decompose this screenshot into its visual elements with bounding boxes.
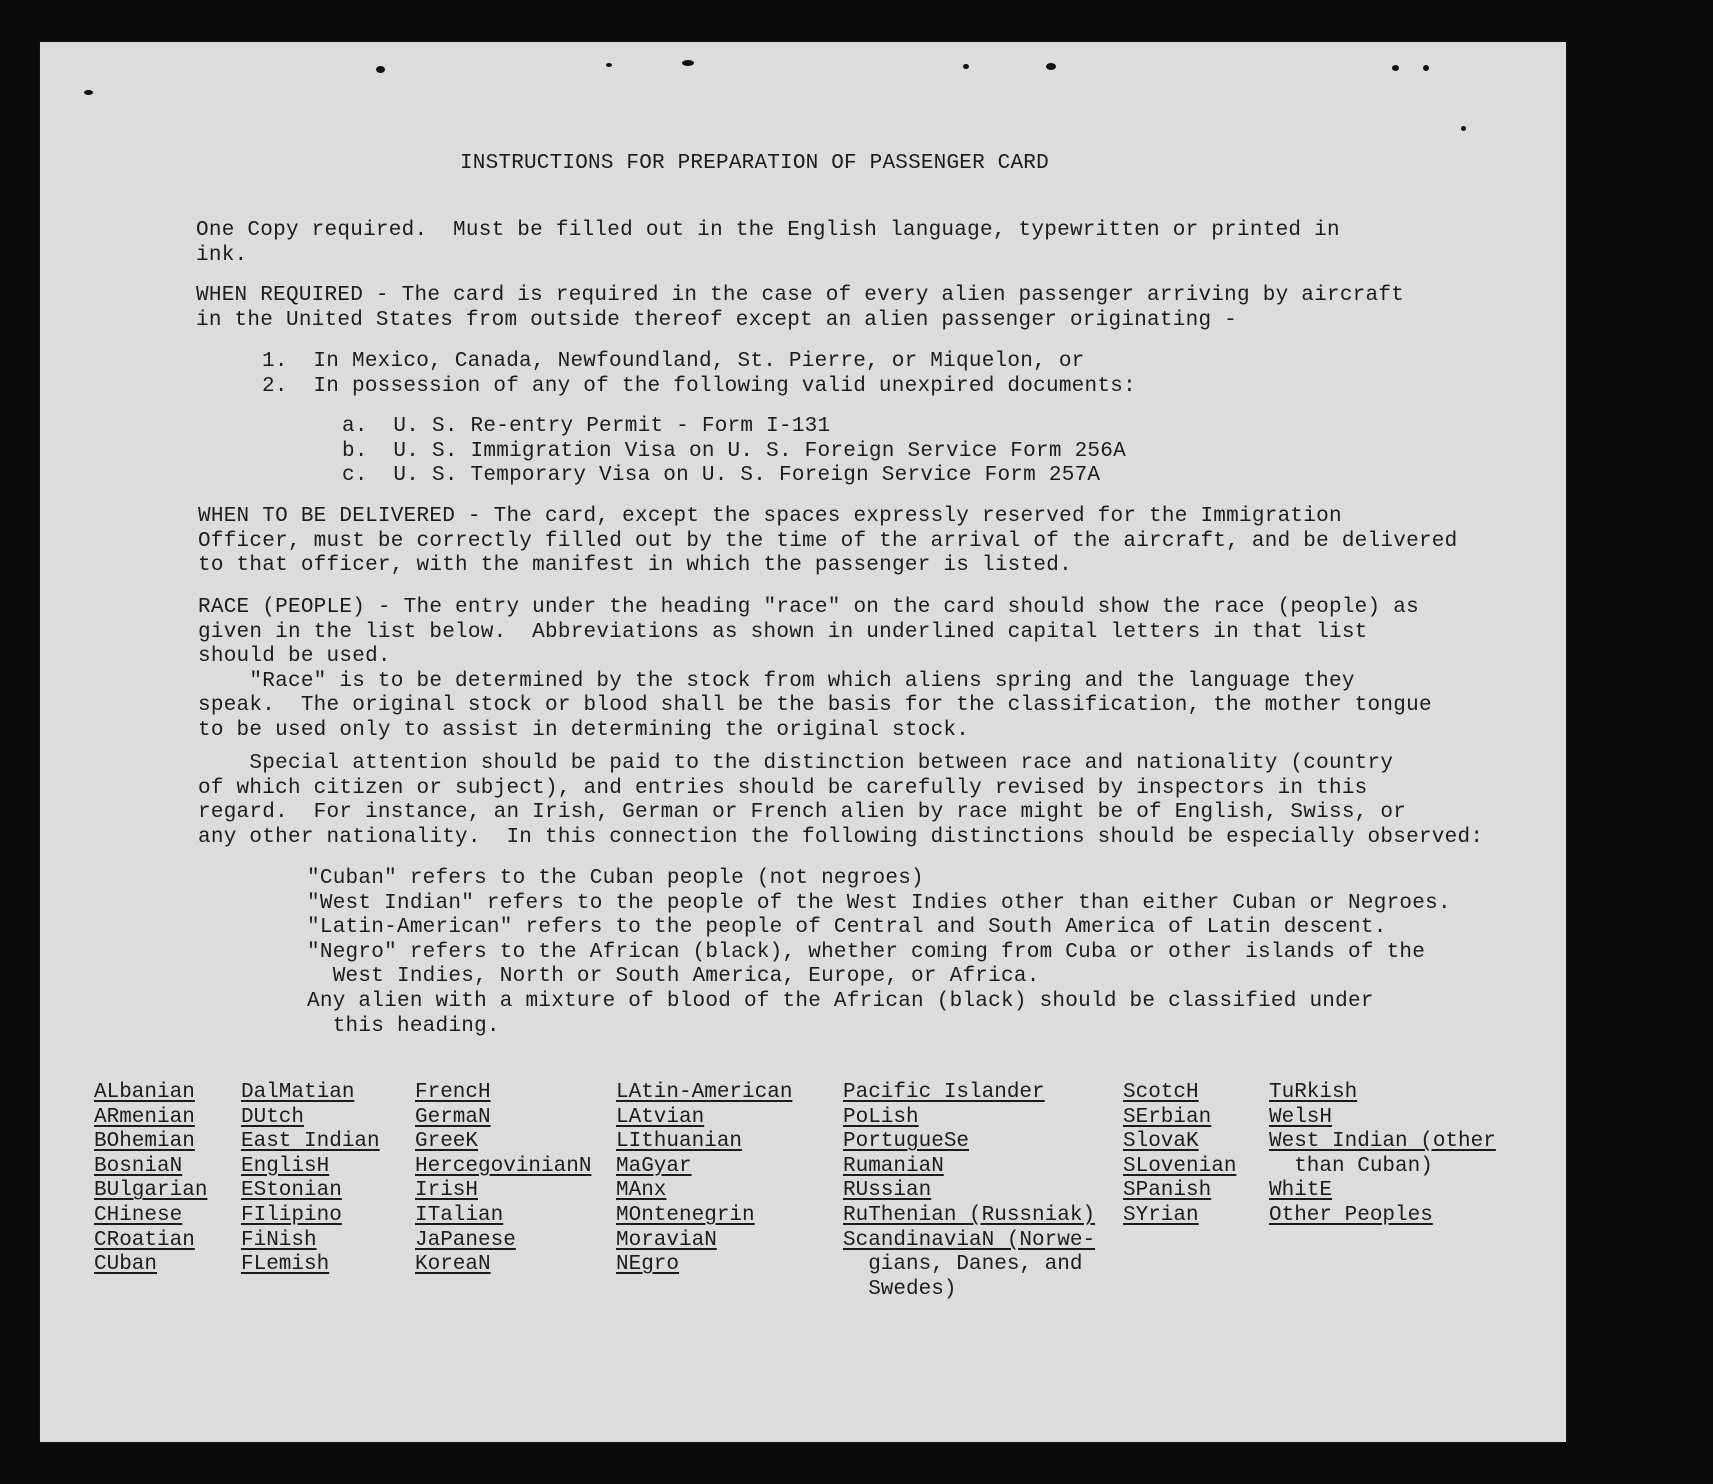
race-entry: DUtch xyxy=(241,1105,305,1129)
race-entry: East Indian xyxy=(241,1130,380,1154)
race-entry: FrencH xyxy=(415,1081,491,1104)
race-entry: MOntenegrin xyxy=(616,1203,755,1227)
ink-speck xyxy=(1423,65,1429,71)
race-entry: DalMatian xyxy=(241,1081,355,1104)
race-entry: PortugueSe xyxy=(843,1130,970,1154)
race-entry: Pacific Islander xyxy=(843,1081,1045,1104)
race-entry: PoLish xyxy=(843,1105,919,1129)
race-entry: ITalian xyxy=(415,1203,504,1227)
race-entry: NEgro xyxy=(616,1253,680,1277)
race-list-column-1 xyxy=(94,1081,207,1278)
race-entry: MoraviaN xyxy=(616,1228,717,1252)
race-entry: GermaN xyxy=(415,1105,491,1129)
race-list-column-4 xyxy=(616,1081,792,1278)
race-entry: LIthuanian xyxy=(616,1130,743,1154)
race-entry: MAnx xyxy=(616,1179,667,1203)
paragraph-when-delivered: WHEN TO BE DELIVERED - The card, except the spaces expressly reserved for the Immigration Officer, must be correctly filled out by the time of the arrival of the aircraft, and be delivered to that officer, with the manifest in which the passenger is listed. xyxy=(198,505,1458,578)
ink-speck xyxy=(606,63,612,67)
race-entry: Swedes) xyxy=(843,1277,957,1301)
race-entry: CHinese xyxy=(94,1203,183,1227)
race-list-column-3 xyxy=(415,1081,591,1278)
race-entry: ScandinaviaN (Norwe- xyxy=(843,1228,1096,1252)
race-entry: MaGyar xyxy=(616,1154,692,1178)
race-entry: ALbanian xyxy=(94,1081,195,1104)
race-list-column-5 xyxy=(843,1081,1095,1302)
race-entry: ScotcH xyxy=(1123,1081,1199,1104)
race-entry: BOhemian xyxy=(94,1130,195,1154)
list-valid-documents: a. U. S. Re-entry Permit - Form I-131 b. U. S. Immigration Visa on U. S. Foreign Service Form 256A c. U. S. Temporary Visa on U. S. Foreign Service Form 257A xyxy=(342,415,1126,488)
race-entry: SLovenian xyxy=(1123,1154,1237,1178)
race-entry: FiNish xyxy=(241,1228,317,1252)
document-title: INSTRUCTIONS FOR PREPARATION OF PASSENGER CARD xyxy=(460,152,1049,175)
race-entry: WelsH xyxy=(1269,1105,1333,1129)
race-entry: SErbian xyxy=(1123,1105,1212,1129)
race-entry: EStonian xyxy=(241,1179,342,1203)
race-entry: West Indian (other xyxy=(1269,1130,1496,1154)
race-entry: HercegovinianN xyxy=(415,1154,592,1178)
race-entry: BosniaN xyxy=(94,1154,183,1178)
paragraph-copy-required: One Copy required. Must be filled out in the English language, typewritten or printed in ink. xyxy=(196,219,1340,267)
race-entry: SlovaK xyxy=(1123,1130,1199,1154)
ink-speck xyxy=(84,90,93,95)
ink-speck xyxy=(963,64,969,69)
race-entry: LAtvian xyxy=(616,1105,705,1129)
race-entry: Other Peoples xyxy=(1269,1203,1433,1227)
ink-speck xyxy=(1392,65,1399,71)
race-entry: SPanish xyxy=(1123,1179,1212,1203)
race-list-column-6 xyxy=(1123,1081,1236,1229)
race-list-column-7 xyxy=(1269,1081,1496,1229)
paragraph-race-people: RACE (PEOPLE) - The entry under the heading "race" on the card should show the race (people) as given in the list below. Abbreviations as shown in underlined capital letters in that list should be used. "Race" is to be determined by the stock from which aliens spring and the language they speak. The original stock or blood shall be the basis for the classification, the mother tongue to be used only to assist in determining the original stock. xyxy=(198,596,1432,742)
race-entry: GreeK xyxy=(415,1130,479,1154)
paragraph-when-required: WHEN REQUIRED - The card is required in the case of every alien passenger arriving by aircraft in the United States from outside thereof except an alien passenger originating - xyxy=(196,284,1405,332)
race-entry: FIlipino xyxy=(241,1203,342,1227)
race-entry: EnglisH xyxy=(241,1154,330,1178)
race-entry: than Cuban) xyxy=(1269,1154,1433,1178)
race-entry: TuRkish xyxy=(1269,1081,1358,1104)
race-entry: CRoatian xyxy=(94,1228,195,1252)
race-entry: KoreaN xyxy=(415,1253,491,1277)
race-entry: RUssian xyxy=(843,1179,932,1203)
race-entry: WhitE xyxy=(1269,1179,1333,1203)
ink-speck xyxy=(376,66,385,73)
ink-speck xyxy=(1046,63,1056,70)
race-entry: IrisH xyxy=(415,1179,479,1203)
race-entry: RuThenian (Russniak) xyxy=(843,1203,1096,1227)
race-entry: JaPanese xyxy=(415,1228,516,1252)
race-entry: ARmenian xyxy=(94,1105,195,1129)
paragraph-special-attention: Special attention should be paid to the distinction between race and nationality (country of which citizen or subject), and entries should be carefully revised by inspectors in this regard. For instance, an Irish, German or French alien by race might be of English, Swiss, or any other nationality. In this connection the following distinctions should be especially observed: xyxy=(198,752,1484,849)
race-entry: BUlgarian xyxy=(94,1179,208,1203)
list-numbered-conditions: 1. In Mexico, Canada, Newfoundland, St. Pierre, or Miquelon, or 2. In possession of any of the following valid unexpired documents: xyxy=(262,350,1136,398)
race-entry: FLemish xyxy=(241,1253,330,1277)
race-entry: SYrian xyxy=(1123,1203,1199,1227)
list-distinctions: "Cuban" refers to the Cuban people (not negroes) "West Indian" refers to the people of the West Indies other than either Cuban or Negroes. "Latin-American" refers to the people of Central and South America of Latin descent. "Negro" refers to the African (black), whether coming from Cuba or other islands of the West Indies, North or South America, Europe, or Africa. Any alien with a mixture of blood of the African (black) should be classified under this heading. xyxy=(307,867,1451,1038)
race-entry: LAtin-American xyxy=(616,1081,793,1104)
race-list-column-2 xyxy=(241,1081,380,1278)
race-entry: RumaniaN xyxy=(843,1154,944,1178)
race-entry: CUban xyxy=(94,1253,158,1277)
ink-speck xyxy=(682,60,694,66)
ink-speck xyxy=(1461,126,1466,131)
race-entry: gians, Danes, and xyxy=(843,1253,1083,1277)
